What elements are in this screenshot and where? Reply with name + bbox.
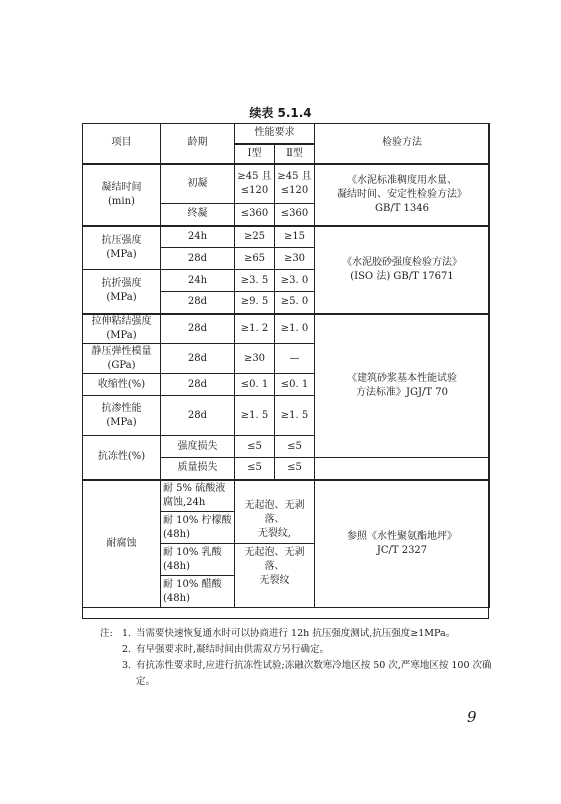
setting-final: 终凝 xyxy=(161,204,235,226)
corrosion-citric: 耐 10% 柠檬酸 (48h) xyxy=(161,512,235,544)
frost-strength-type2: ≤5 xyxy=(275,436,315,458)
note-2 xyxy=(100,642,500,658)
page-number: 9 xyxy=(467,708,477,726)
corrosion-lactic: 耐 10% 乳酸 (48h) xyxy=(161,544,235,576)
bond-age: 28d xyxy=(161,314,235,344)
notes xyxy=(100,626,500,690)
setting-method: 《水泥标准稠度用水量、 凝结时间、安定性检验方法》 GB/T 1346 xyxy=(315,164,490,226)
compressive-age-2-type1: ≥65 xyxy=(235,248,275,270)
modulus-type1: ≥30 xyxy=(235,344,275,374)
note-3-number: 3. xyxy=(122,660,132,671)
shrink-type2: ≤0. 1 xyxy=(275,374,315,396)
shrink-age: 28d xyxy=(161,374,235,396)
frost-strength-loss: 强度损失 xyxy=(161,436,235,458)
flexural-age-1-type2: ≥3. 0 xyxy=(275,270,315,292)
setting-final-type1: ≤360 xyxy=(235,204,275,226)
frost-strength-type1: ≤5 xyxy=(235,436,275,458)
corrosion-label: 耐腐蚀 xyxy=(83,480,161,608)
compressive-age-2: 28d xyxy=(161,248,235,270)
note-3-text: 有抗冻性要求时,应进行抗冻性试验;冻融次数寒冷地区按 50 次,严寒地区按 100 次确定。 xyxy=(136,660,492,687)
header-item: 项目 xyxy=(83,124,161,164)
compressive-age-1-type1: ≥25 xyxy=(235,226,275,248)
frost-label: 抗冻性(%) xyxy=(83,436,161,480)
frost-mass-loss: 质量损失 xyxy=(161,458,235,480)
setting-initial-type1: ≥45 且 ≤120 xyxy=(235,164,275,204)
header-type-1: Ⅰ型 xyxy=(235,144,275,164)
header-performance: 性能要求 xyxy=(235,124,315,144)
note-1-text: 当需要快速恢复通水时可以协商进行 12h 抗压强度测试,抗压强度≥1MPa。 xyxy=(136,628,456,639)
impermeable-label: 抗渗性能 (MPa) xyxy=(83,396,161,436)
mortar-method: 《建筑砂浆基本性能试验 方法标准》JGJ/T 70 xyxy=(315,314,490,458)
mortar-method-tail xyxy=(315,458,490,480)
flexural-age-2-type2: ≥5. 0 xyxy=(275,292,315,314)
strength-method: 《水泥胶砂强度检验方法》 (ISO 法) GB/T 17671 xyxy=(315,226,490,314)
bond-type2: ≥1. 0 xyxy=(275,314,315,344)
impermeable-type2: ≥1. 5 xyxy=(275,396,315,436)
notes-prefix: 注: xyxy=(100,628,113,639)
note-1 xyxy=(100,626,500,642)
note-2-number: 2. xyxy=(122,644,132,655)
shrink-label: 收缩性(%) xyxy=(83,374,161,396)
bond-label: 拉伸粘结强度 (MPa) xyxy=(83,314,161,344)
flexural-age-1: 24h xyxy=(161,270,235,292)
spec-table xyxy=(82,123,490,608)
corrosion-result-1: 无起泡、无剥落、 无裂纹, xyxy=(235,480,315,544)
compressive-age-1: 24h xyxy=(161,226,235,248)
table-title: 续表 5.1.4 xyxy=(249,106,312,120)
flexural-age-1-type1: ≥3. 5 xyxy=(235,270,275,292)
flexural-age-2-type1: ≥9. 5 xyxy=(235,292,275,314)
setting-initial-type2: ≥45 且 ≤120 xyxy=(275,164,315,204)
impermeable-age: 28d xyxy=(161,396,235,436)
setting-final-type2: ≤360 xyxy=(275,204,315,226)
shrink-type1: ≤0. 1 xyxy=(235,374,275,396)
header-age: 龄期 xyxy=(161,124,235,164)
frost-mass-type1: ≤5 xyxy=(235,458,275,480)
header-method: 检验方法 xyxy=(315,124,490,164)
note-3 xyxy=(100,658,500,690)
header-type-2: Ⅱ型 xyxy=(275,144,315,164)
corrosion-acetic: 耐 10% 醋酸 (48h) xyxy=(161,576,235,608)
note-1-number: 1. xyxy=(122,628,132,639)
corrosion-sulfuric: 耐 5% 硫酸液 腐蚀,24h xyxy=(161,480,235,512)
bond-type1: ≥1. 2 xyxy=(235,314,275,344)
flexural-label: 抗折强度 (MPa) xyxy=(83,270,161,314)
compressive-age-2-type2: ≥30 xyxy=(275,248,315,270)
corrosion-result-2: 无起泡、无剥落、 无裂纹 xyxy=(235,544,315,608)
modulus-age: 28d xyxy=(161,344,235,374)
setting-time-label: 凝结时间 (min) xyxy=(83,164,161,226)
flexural-age-2: 28d xyxy=(161,292,235,314)
impermeable-type1: ≥1. 5 xyxy=(235,396,275,436)
modulus-label: 静压弹性模量 (GPa) xyxy=(83,344,161,374)
compressive-age-1-type2: ≥15 xyxy=(275,226,315,248)
corrosion-method: 参照《水性聚氨酯地坪》 JC/T 2327 xyxy=(315,480,490,608)
modulus-type2: — xyxy=(275,344,315,374)
frost-mass-type2: ≤5 xyxy=(275,458,315,480)
setting-initial: 初凝 xyxy=(161,164,235,204)
compressive-label: 抗压强度 (MPa) xyxy=(83,226,161,270)
note-2-text: 有早强要求时,凝结时间由供需双方另行确定。 xyxy=(136,644,330,655)
